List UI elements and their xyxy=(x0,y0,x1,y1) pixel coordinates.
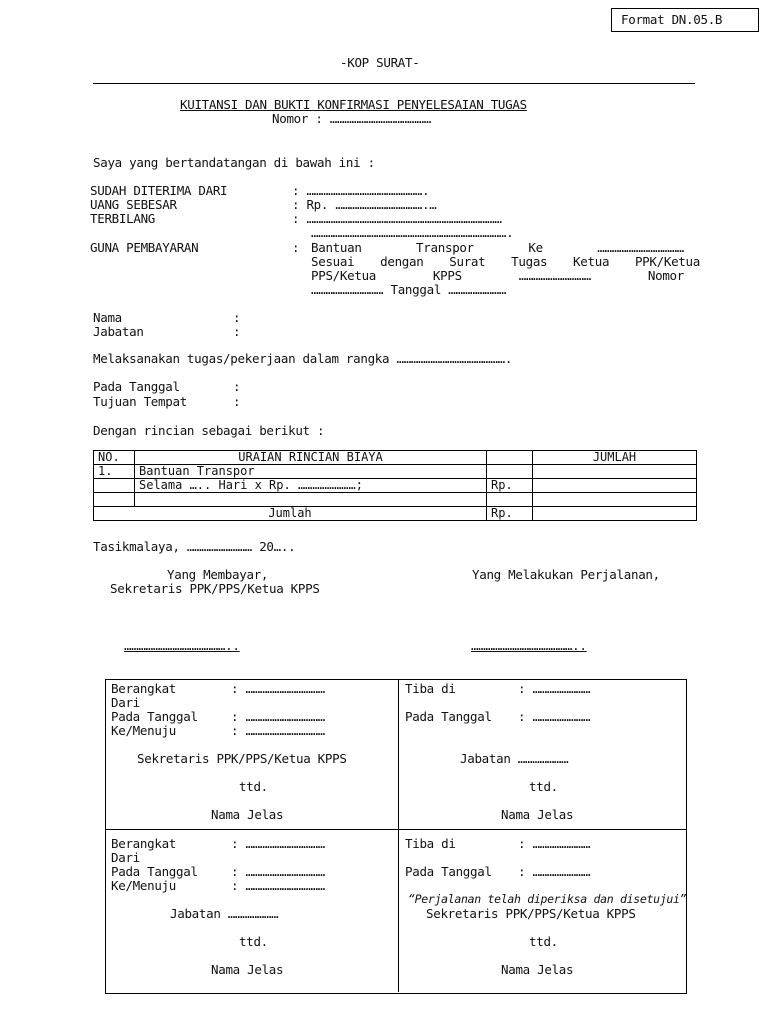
s1-right-ttd: ttd. xyxy=(529,779,558,794)
tujuan-tempat-colon: : xyxy=(233,394,241,409)
s1-right-tanggal-value: : …………………… xyxy=(518,709,591,724)
row2-jumlah xyxy=(533,479,697,493)
format-label: Format DN.05.B xyxy=(621,12,723,27)
s2-dari-label: Dari xyxy=(111,850,140,865)
s1-left-role: Sekretaris PPK/PPS/Ketua KPPS xyxy=(137,751,347,766)
row3-no xyxy=(94,493,135,507)
row3-uraian xyxy=(135,493,487,507)
s2-right-tanggal-label: Pada Tanggal xyxy=(405,864,492,879)
s1-right-jabatan: Jabatan ………………… xyxy=(460,751,569,766)
guna-label: GUNA PEMBAYARAN xyxy=(90,240,199,255)
terbilang-label: TERBILANG xyxy=(90,211,156,226)
guna-colon: : xyxy=(292,240,300,255)
s2-menuju-label: Ke/Menuju xyxy=(111,878,177,893)
s1-right-tanggal-label: Pada Tanggal xyxy=(405,709,492,724)
header-no: NO. xyxy=(94,451,135,465)
sig-right-title: Yang Melakukan Perjalanan, xyxy=(472,567,660,582)
travel-divider-horizontal xyxy=(105,829,686,830)
sig-right-line: …………………………………….. xyxy=(471,638,587,653)
s2-right-nama: Nama Jelas xyxy=(501,962,574,977)
s1-tanggal-value: : …………………………… xyxy=(231,709,325,724)
s2-right-quote: “Perjalanan telah diperiksa dan disetujui” xyxy=(408,892,687,906)
melaksanakan-text: Melaksanakan tugas/pekerjaan dalam rangka ………………………………………. xyxy=(93,351,513,366)
rincian-intro: Dengan rincian sebagai berikut : xyxy=(93,423,325,438)
pada-tanggal-label: Pada Tanggal xyxy=(93,379,180,394)
place-date: Tasikmalaya, ……………………… 20….. xyxy=(93,539,296,554)
nama-colon: : xyxy=(233,310,241,325)
s1-tiba-value: : …………………… xyxy=(518,681,591,696)
s2-berangkat-label: Berangkat xyxy=(111,836,177,851)
terbilang-value: : ……………………………………………………………………… xyxy=(292,211,502,226)
row2-no xyxy=(94,479,135,493)
s2-menuju-value: : …………………………… xyxy=(231,878,325,893)
diterima-value: : …………………………………………. xyxy=(292,183,430,198)
intro-text: Saya yang bertandatangan di bawah ini : xyxy=(93,155,375,170)
row2-uraian: Selama ….. Hari x Rp. ……………………; xyxy=(135,479,487,493)
s1-menuju-label: Ke/Menuju xyxy=(111,723,177,738)
s2-right-role: Sekretaris PPK/PPS/Ketua KPPS xyxy=(426,906,636,921)
row3-jumlah xyxy=(533,493,697,507)
s2-tiba-label: Tiba di xyxy=(405,836,456,851)
sig-left-line: …………………………………….. xyxy=(124,638,240,653)
s2-berangkat-value: : …………………………… xyxy=(231,836,325,851)
pada-tanggal-colon: : xyxy=(233,379,241,394)
s1-berangkat-value: : …………………………… xyxy=(231,681,325,696)
s2-right-ttd: ttd. xyxy=(529,934,558,949)
table-row xyxy=(94,465,697,479)
document-number: Nomor : …………………………………… xyxy=(272,111,431,126)
row1-uraian: Bantuan Transpor xyxy=(135,465,487,479)
total-jumlah xyxy=(533,507,697,521)
guna-line-2: Sesuai dengan Surat Tugas Ketua PPK/Ketua xyxy=(311,254,700,269)
sig-left-role: Sekretaris PPK/PPS/Ketua KPPS xyxy=(110,581,320,596)
header-jumlah: JUMLAH xyxy=(533,451,697,465)
s2-left-nama: Nama Jelas xyxy=(211,962,284,977)
table-row xyxy=(94,479,697,493)
kop-divider xyxy=(93,83,695,84)
s2-left-ttd: ttd. xyxy=(239,934,268,949)
document-title: KUITANSI DAN BUKTI KONFIRMASI PENYELESAIAN TUGAS xyxy=(180,97,527,112)
uang-label: UANG SEBESAR xyxy=(90,197,177,212)
s2-right-tanggal-value: : …………………… xyxy=(518,864,591,879)
diterima-label: SUDAH DITERIMA DARI xyxy=(90,183,228,198)
guna-line-3: PPS/Ketua KPPS ………………………… Nomor xyxy=(311,268,684,283)
total-rp: Rp. xyxy=(487,507,533,521)
s2-tiba-value: : …………………… xyxy=(518,836,591,851)
s2-tanggal-value: : …………………………… xyxy=(231,864,325,879)
s1-dari-label: Dari xyxy=(111,695,140,710)
terbilang-value-2: ………………………………………………………………………. xyxy=(311,225,514,240)
nama-label: Nama xyxy=(93,310,122,325)
sig-left-title: Yang Membayar, xyxy=(167,567,269,582)
row1-no: 1. xyxy=(94,465,135,479)
travel-divider-vertical xyxy=(398,679,399,992)
table-row xyxy=(94,493,697,507)
s1-berangkat-label: Berangkat xyxy=(111,681,177,696)
s1-left-ttd: ttd. xyxy=(239,779,268,794)
rincian-table xyxy=(93,450,697,521)
s1-tiba-label: Tiba di xyxy=(405,681,456,696)
s1-right-nama: Nama Jelas xyxy=(501,807,574,822)
guna-line-1: Bantuan Transpor Ke ……………………………… xyxy=(311,240,684,255)
travel-box xyxy=(105,679,687,994)
row3-rp xyxy=(487,493,533,507)
s2-left-jabatan: Jabatan ………………… xyxy=(170,906,279,921)
kop-surat: -KOP SURAT- xyxy=(340,55,420,70)
uang-value: : Rp. ……………………………….… xyxy=(292,197,437,212)
row1-rp xyxy=(487,465,533,479)
header-empty xyxy=(487,451,533,465)
s1-tanggal-label: Pada Tanggal xyxy=(111,709,198,724)
s1-menuju-value: : …………………………… xyxy=(231,723,325,738)
header-uraian: URAIAN RINCIAN BIAYA xyxy=(135,451,487,465)
guna-line-4: ………………………… Tanggal …………………… xyxy=(311,282,507,297)
s1-left-nama: Nama Jelas xyxy=(211,807,284,822)
row2-rp: Rp. xyxy=(487,479,533,493)
row1-jumlah xyxy=(533,465,697,479)
s2-tanggal-label: Pada Tanggal xyxy=(111,864,198,879)
tujuan-tempat-label: Tujuan Tempat xyxy=(93,394,187,409)
table-header-row xyxy=(94,451,697,465)
table-total-row xyxy=(94,507,697,521)
total-label: Jumlah xyxy=(94,507,487,521)
jabatan-label: Jabatan xyxy=(93,324,144,339)
jabatan-colon: : xyxy=(233,324,241,339)
